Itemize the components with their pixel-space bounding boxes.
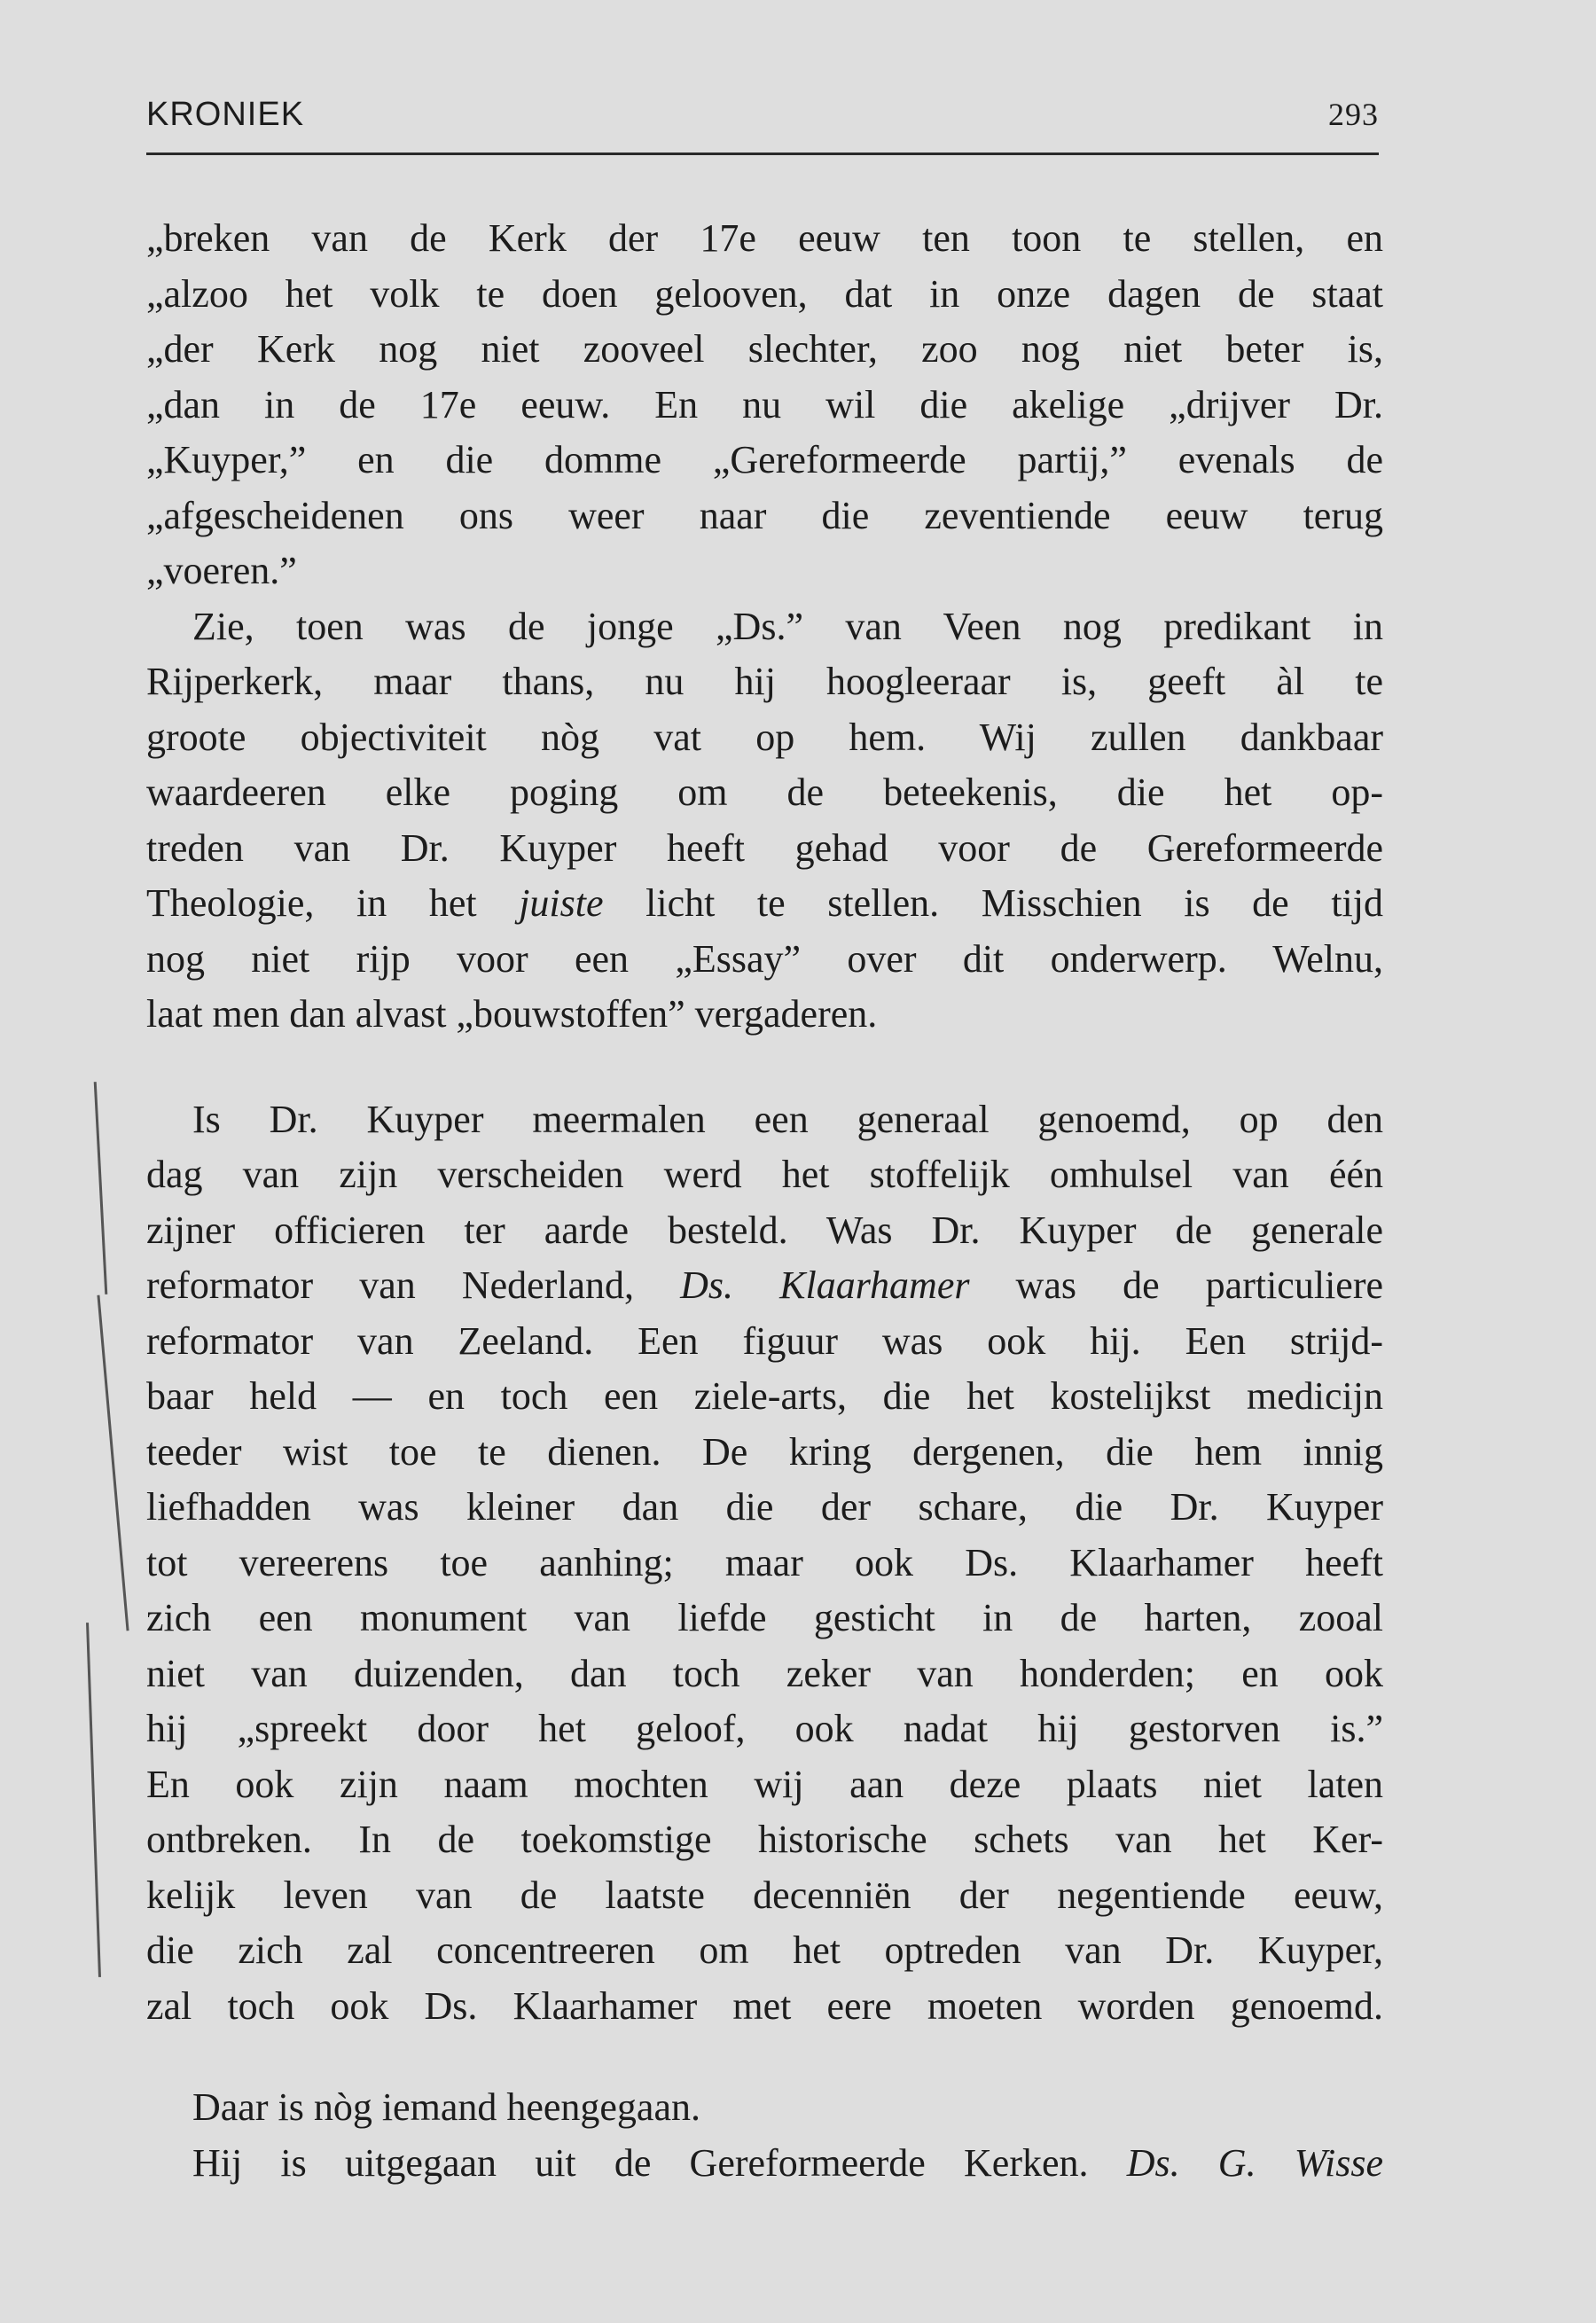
text-line: teeder wist toe te dienen. De kring dergenen, die hem innig xyxy=(146,1429,1383,1474)
text-line: dag van zijn verscheiden werd het stoffelijk omhulsel van één xyxy=(146,1153,1383,1196)
text-line: ontbreken. In de toekomstige historische schets van het Ker- xyxy=(146,1818,1383,1861)
text-line: En ook zijn naam mochten wij aan deze plaats niet laten xyxy=(146,1762,1383,1806)
text-run: reformator van Nederland, xyxy=(146,1263,681,1307)
text-run: licht te stellen. Misschien is de tijd xyxy=(603,881,1383,925)
text-line: treden van Dr. Kuyper heeft gehad voor de Gereformeerde xyxy=(146,825,1383,870)
text-run: Theologie, in het xyxy=(146,881,520,925)
text-line: kelijk leven van de laatste decenniën der negentiende eeuw, xyxy=(146,1873,1383,1917)
text-line-with-italic xyxy=(146,2136,1383,2192)
text-line: „breken van de Kerk der 17e eeuw ten toon te stellen, en xyxy=(146,216,1383,260)
text-line: zal toch ook Ds. Klaarhamer met eere moeten worden genoemd. xyxy=(146,1983,1383,2028)
paragraph-2 xyxy=(146,599,1383,1043)
text-line: „afgescheidenen ons weer naar die zeventiende eeuw terug xyxy=(146,493,1383,537)
text-line: „alzoo het volk te doen gelooven, dat in onze dagen de staat xyxy=(146,271,1383,316)
margin-mark xyxy=(86,1623,101,1977)
text-run: was de particuliere xyxy=(969,1263,1384,1307)
text-line: tot vereerens toe aanhing; maar ook Ds. Klaarhamer heeft xyxy=(146,1540,1383,1584)
text-line-with-italic xyxy=(146,1258,1383,1314)
text-line: die zich zal concentreeren om het optreden van Dr. Kuyper, xyxy=(146,1928,1383,1972)
paragraph-gap xyxy=(146,1043,1383,1092)
text-line: „Kuyper,” en die domme „Gereformeerde partij,” evenals de xyxy=(146,438,1383,481)
text-line: Rijperkerk, maar thans, nu hij hoogleeraar is, geeft àl te xyxy=(146,660,1383,703)
body-text xyxy=(146,211,1383,2191)
text-run: Hij is uitgegaan uit de Gereformeerde Kerken. xyxy=(192,2140,1127,2185)
text-line: Zie, toen was de jonge „Ds.” van Veen nog predikant in xyxy=(192,604,1383,648)
running-header xyxy=(146,96,1379,134)
text-line: waardeeren elke poging om de beteekenis, die het op- xyxy=(146,770,1383,814)
text-line: „der Kerk nog niet zooveel slechter, zoo nog niet beter is, xyxy=(146,327,1383,371)
text-line: Is Dr. Kuyper meermalen een generaal genoemd, op den xyxy=(192,1097,1383,1141)
text-line-with-italic xyxy=(146,876,1383,932)
paragraph-4 xyxy=(146,2080,1383,2191)
section-title: KRONIEK xyxy=(146,96,305,133)
text-line: groote objectiviteit nòg vat op hem. Wij zullen dankbaar xyxy=(146,715,1383,759)
margin-mark xyxy=(94,1082,108,1294)
text-line: zijner officieren ter aarde besteld. Was Dr. Kuyper de generale xyxy=(146,1208,1383,1252)
text-line: reformator van Zeeland. Een figuur was ook hij. Een strijd- xyxy=(146,1318,1383,1363)
text-line: zich een monument van liefde gesticht in de harten, zooal xyxy=(146,1596,1383,1639)
text-line: Daar is nòg iemand heengegaan. xyxy=(192,2085,700,2129)
text-line: baar held — en toch een ziele-arts, die het kostelijkst medicijn xyxy=(146,1374,1383,1418)
margin-mark xyxy=(97,1295,129,1631)
page-number: 293 xyxy=(1328,97,1379,132)
header-rule xyxy=(146,153,1379,155)
paragraph-1 xyxy=(146,211,1383,599)
text-line: hij „spreekt door het geloof, ook nadat hij gestorven is.” xyxy=(146,1707,1383,1750)
italic-name: Ds. G. Wisse xyxy=(1126,2140,1383,2185)
text-line: laat men dan alvast „bouwstoffen” vergaderen. xyxy=(146,992,878,1036)
paragraph-gap xyxy=(146,2034,1383,2080)
text-line: „voeren.” xyxy=(146,549,297,592)
text-line: niet van duizenden, dan toch zeker van honderden; en ook xyxy=(146,1651,1383,1695)
text-line: nog niet rijp voor een „Essay” over dit onderwerp. Welnu, xyxy=(146,936,1383,981)
text-line: „dan in de 17e eeuw. En nu wil die akelige „drijver Dr. xyxy=(146,382,1383,426)
italic-name: Ds. Klaarhamer xyxy=(680,1263,970,1307)
text-line: liefhadden was kleiner dan die der schare, die Dr. Kuyper xyxy=(146,1485,1383,1529)
italic-word: juiste xyxy=(519,881,604,925)
paragraph-3 xyxy=(146,1092,1383,2035)
